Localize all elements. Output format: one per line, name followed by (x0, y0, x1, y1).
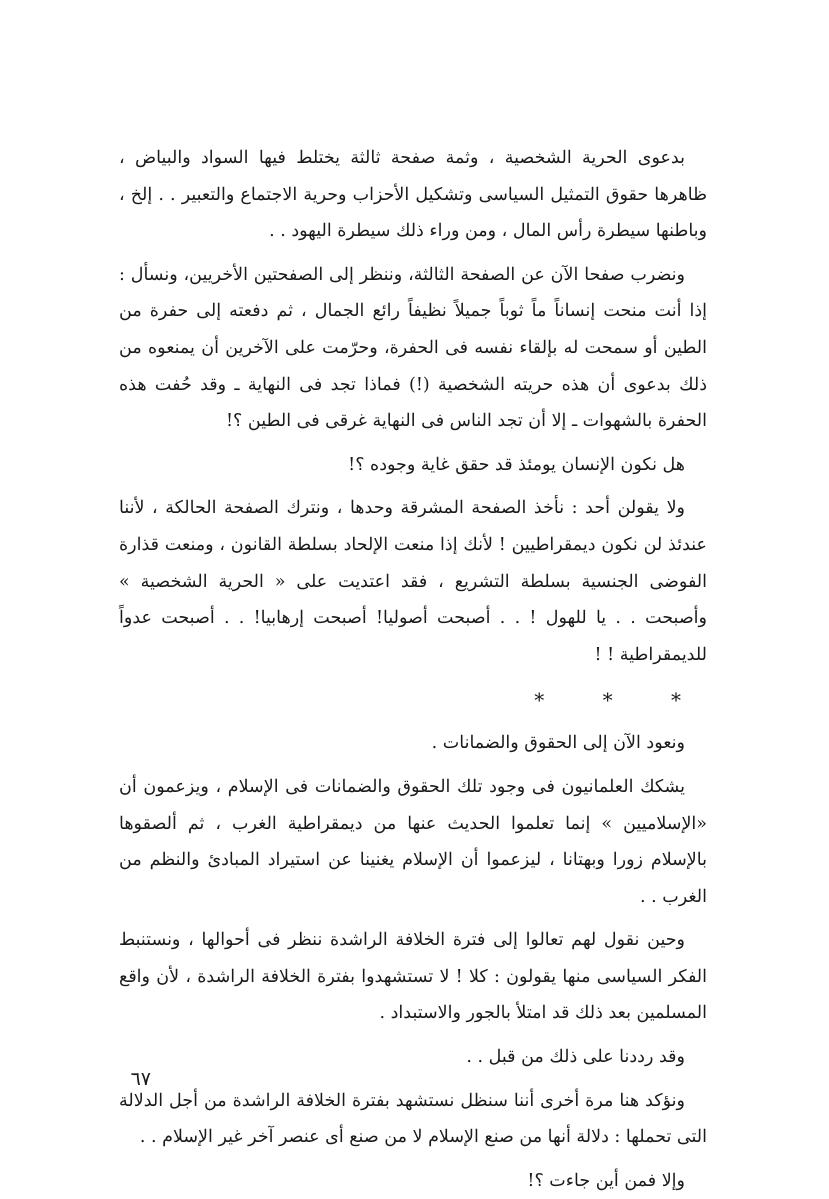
paragraph: ونعود الآن إلى الحقوق والضمانات . (431, 733, 685, 754)
paragraph: ونضرب صفحا الآن عن الصفحة الثالثة، وننظر إلى الصفحتين الأخريين، ونسأل : إذا أنت منحت إنساناً ماً ثوباً جميلاً نظيفاً رائع الجمال ، ثم دفعته إلى حفرة من الطين أو سمحت له بإلقاء نفسه فى الحفرة، وحرّمت على الآخرين أن يمنعوه من ذلك بدعوى أن هذه حريته الشخصية (!) فماذا تجد فى النهاية ـ وقد حُفت هذه الحفرة بالشهوات ـ إلا أن تجد الناس فى النهاية غرقى فى الطين ؟! (119, 264, 707, 432)
paragraph: وقد رددنا على ذلك من قبل . . (466, 1047, 685, 1068)
paragraph: بدعوى الحرية الشخصية ، وثمة صفحة ثالثة يختلط فيها السواد والبياض ، ظاهرها حقوق التمثيل السياسى وتشكيل الأحزاب وحرية الاجتماع والتعبير . . إلخ ، وباطنها سيطرة رأس المال ، ومن وراء ذلك سيطرة اليهود . . (119, 148, 707, 242)
paragraph: وإلا فمن أين جاءت ؟! (527, 1170, 685, 1191)
section-separator: * * * (534, 688, 707, 713)
paragraph: ونؤكد هنا مرة أخرى أننا سنظل نستشهد بفترة الخلافة الراشدة من أجل الدلالة التى تحملها : دلالة أنها من صنع الإسلام لا من صنع أى عنصر آخر غير الإسلام . . (119, 1090, 707, 1148)
paragraph: ولا يقولن أحد : نأخذ الصفحة المشرقة وحدها ، ونترك الصفحة الحالكة ، لأننا عندئذ لن نكون ديمقراطيين ! لأنك إذا منعت الإلحاد بسلطة القانون ، ومنعت قذارة الفوضى الجنسية بسلطة التشريع ، فقد اعتديت على « الحرية الشخصية » وأصبحت . . يا للهول ! . . أصبحت أصوليا! أصبحت إرهابيا! . . أصبحت عدواً للديمقراطية ! ! (119, 498, 707, 665)
page-body (119, 140, 707, 1199)
paragraph: هل نكون الإنسان يومئذ قد حقق غاية وجوده ؟! (348, 454, 685, 475)
paragraph: يشكك العلمانيون فى وجود تلك الحقوق والضمانات فى الإسلام ، ويزعمون أن «الإسلاميين » إنما تعلموا الحديث عنها من ديمقراطية الغرب ، ثم ألصقوها بالإسلام زورا وبهتانا ، ليزعموا أن الإسلام يغنينا عن استيراد المبادئ والنظم من الغرب . . (119, 776, 707, 907)
page-number: ٦٧ (130, 1068, 151, 1090)
paragraph: وحين نقول لهم تعالوا إلى فترة الخلافة الراشدة ننظر فى أحوالها ، ونستنبط الفكر السياسى منها يقولون : كلا ! لا تستشهدوا بفترة الخلافة الراشدة ، لأن واقع المسلمين بعد ذلك قد امتلأ بالجور والاستبداد . (119, 930, 707, 1024)
